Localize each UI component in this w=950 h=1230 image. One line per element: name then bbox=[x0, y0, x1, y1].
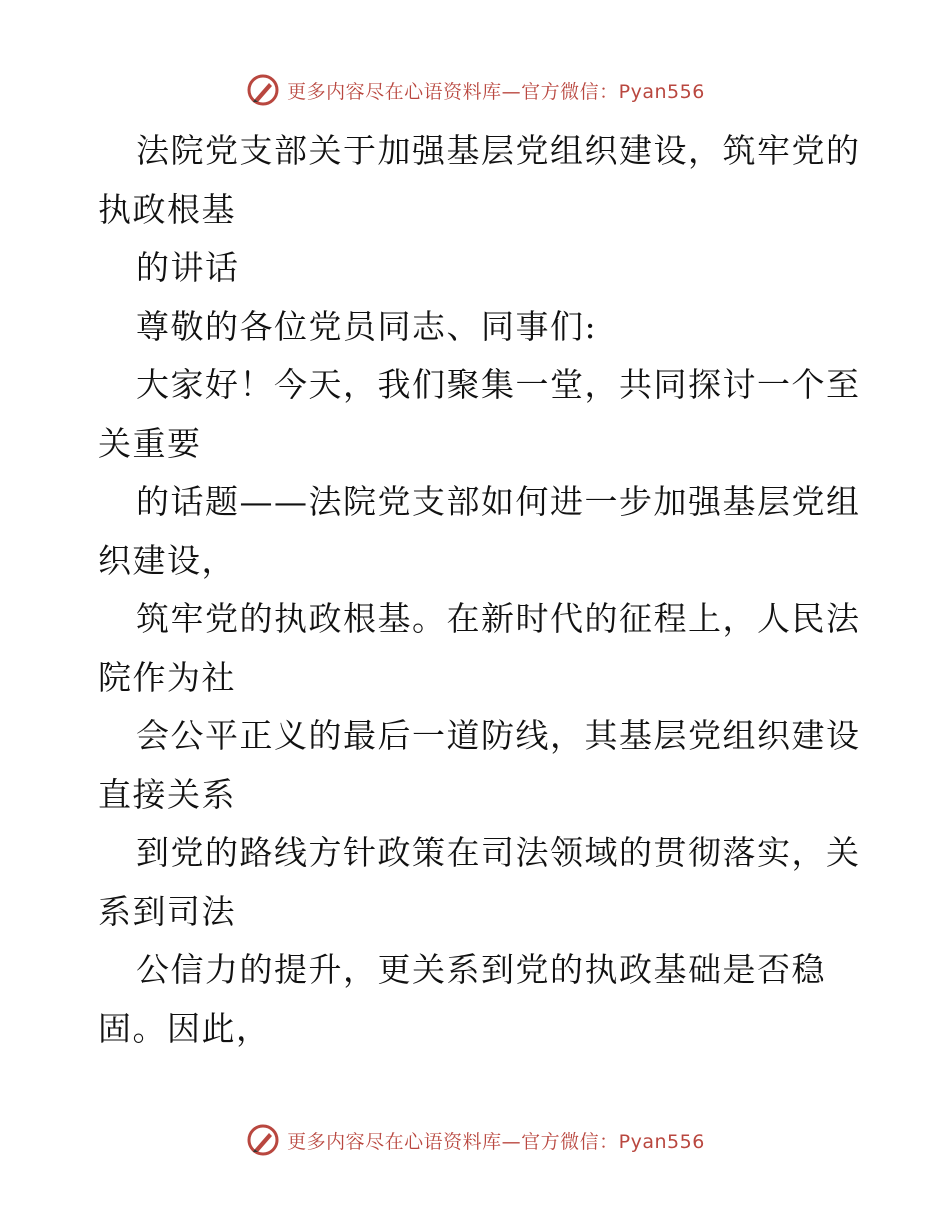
text-line: 的讲话 bbox=[136, 248, 240, 287]
text-line: 大家好！今天，我们聚集一堂，共同探讨一个至 bbox=[136, 365, 861, 404]
text-line: 尊敬的各位党员同志、同事们: bbox=[136, 306, 598, 346]
text-line: 筑牢党的执政根基。在新时代的征程上，人民法 bbox=[136, 599, 861, 638]
text-line: 公信力的提升，更关系到党的执政基础是否稳 bbox=[136, 950, 826, 989]
text-line: 织建设， bbox=[98, 540, 236, 580]
text-line: 到党的路线方针政策在司法领域的贯彻落实，关 bbox=[136, 833, 861, 872]
text-line: 院作为社 bbox=[98, 657, 236, 697]
footer-banner bbox=[0, 1118, 950, 1162]
text-line: 系到司法 bbox=[98, 891, 236, 931]
text-line: 会公平正义的最后一道防线，其基层党组织建设 bbox=[136, 716, 861, 755]
pen-circle-icon bbox=[245, 1122, 281, 1158]
banner-text: 更多内容尽在心语资料库—官方微信：Pyan556 bbox=[287, 1130, 705, 1153]
text-line: 关重要 bbox=[98, 423, 202, 463]
text-line: 的话题——法院党支部如何进一步加强基层党组 bbox=[136, 482, 861, 521]
text-line: 法院党支部关于加强基层党组织建设，筑牢党的 bbox=[136, 131, 861, 170]
pen-circle-icon bbox=[245, 72, 281, 108]
text-line: 执政根基 bbox=[98, 189, 236, 229]
header-banner bbox=[0, 68, 950, 112]
text-line: 固。因此， bbox=[98, 1008, 271, 1048]
document-body bbox=[98, 122, 861, 1058]
banner-text: 更多内容尽在心语资料库—官方微信：Pyan556 bbox=[287, 80, 705, 103]
text-line: 直接关系 bbox=[98, 774, 236, 814]
